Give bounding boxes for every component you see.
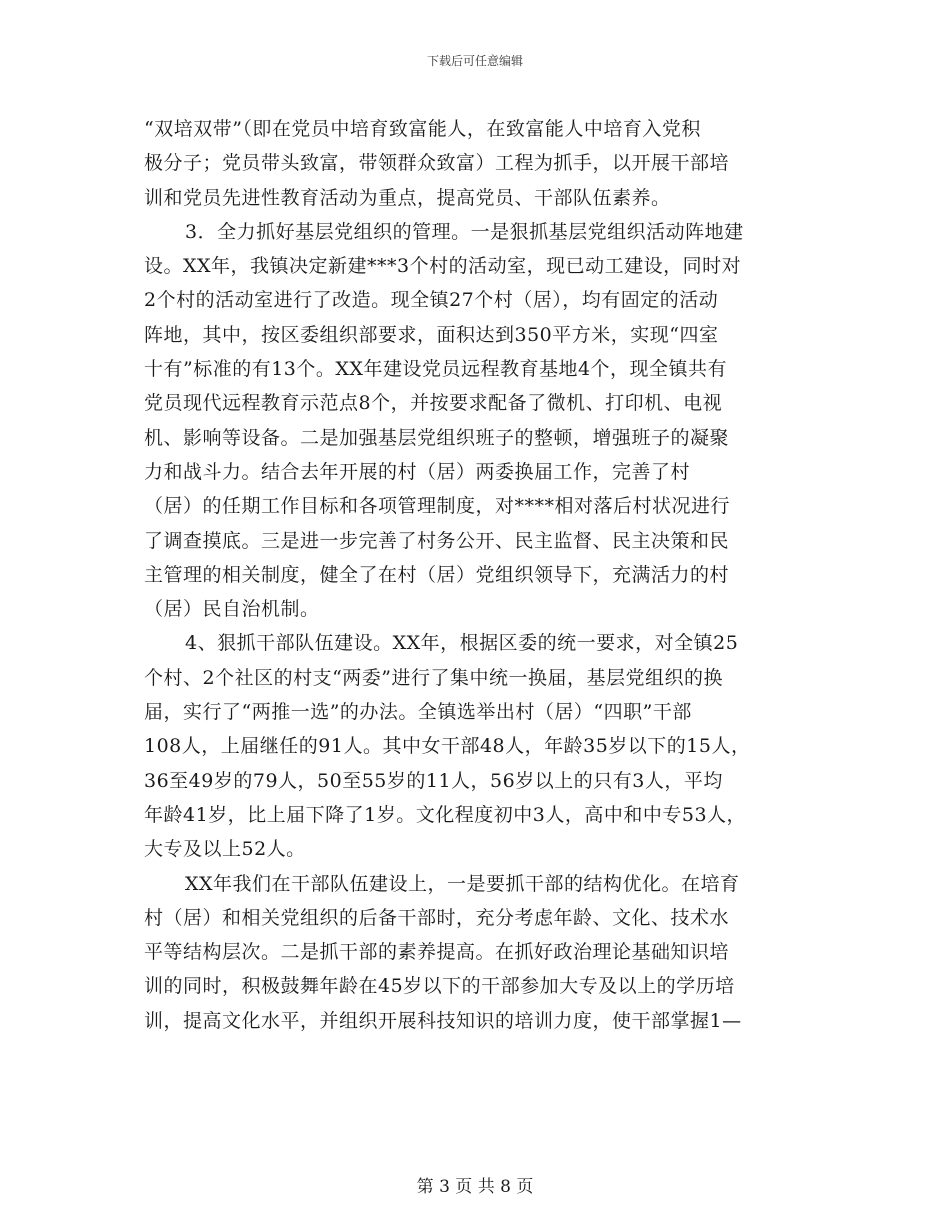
body-line: 36至49岁的79人，50至55岁的11人，56岁以上的只有3人，平均 bbox=[144, 769, 723, 792]
body-line: 十有”标准的有13个。XX年建设党员远程教育基地4个，现全镇共有 bbox=[144, 358, 728, 381]
body-line: 个村、2个社区的村支“两委”进行了集中统一换届，基层党组织的换 bbox=[144, 666, 724, 689]
body-line: 训和党员先进性教育活动为重点，提高党员、干部队伍素养。 bbox=[144, 186, 671, 209]
body-line: 108人，上届继任的91人。其中女干部48人，年龄35岁以下的15人， bbox=[144, 735, 751, 758]
body-line: 训，提高文化水平，并组织开展科技知识的培训力度，使干部掌握1— bbox=[144, 1009, 742, 1032]
body-line: 年龄41岁，比上届下降了1岁。文化程度初中3人，高中和中专53人， bbox=[144, 803, 747, 826]
body-line: 2个村的活动室进行了改造。现全镇27个村（居），均有固定的活动 bbox=[144, 289, 719, 312]
page-number-footer: 第 3 页 共 8 页 bbox=[416, 1177, 534, 1197]
body-line: 了调查摸底。三是进一步完善了村务公开、民主监督、民主决策和民 bbox=[144, 529, 730, 552]
body-line: 力和战斗力。结合去年开展的村（居）两委换届工作，完善了村 bbox=[144, 460, 691, 483]
body-line: 平等结构层次。二是抓干部的素养提高。在抓好政治理论基础知识培 bbox=[144, 941, 730, 964]
body-line: （居）民自治机制。 bbox=[144, 598, 320, 621]
body-line: 大专及以上52人。 bbox=[144, 838, 306, 861]
paragraph-start-line: 4、狠抓干部队伍建设。XX年，根据区委的统一要求，对全镇25 bbox=[185, 632, 739, 655]
body-line: 村（居）和相关党组织的后备干部时，充分考虑年龄、文化、技术水 bbox=[144, 906, 730, 929]
body-line: 党员现代远程教育示范点8个，并按要求配备了微机、打印机、电视 bbox=[144, 392, 723, 415]
body-line: “双培双带”（即在党员中培育致富能人，在致富能人中培育入党积 bbox=[144, 118, 701, 140]
body-line: 训的同时，积极鼓舞年龄在45岁以下的干部参加大专及以上的学历培 bbox=[144, 975, 735, 998]
body-line: 机、影响等设备。二是加强基层党组织班子的整顿，增强班子的凝聚 bbox=[144, 426, 730, 449]
body-line: 阵地，其中，按区委组织部要求，面积达到350平方米，实现“四室 bbox=[144, 323, 719, 346]
paragraph-start-line: XX年我们在干部队伍建设上，一是要抓干部的结构优化。在培育 bbox=[185, 872, 740, 895]
body-line: 主管理的相关制度，健全了在村（居）党组织领导下，充满活力的村 bbox=[144, 563, 730, 586]
body-line: 届，实行了“两推一选”的办法。全镇选举出村（居）“四职”干部 bbox=[144, 701, 692, 724]
paragraph-start-line: 3．全力抓好基层党组织的管理。一是狠抓基层党组织活动阵地建 bbox=[185, 220, 744, 243]
document-body bbox=[144, 112, 824, 1038]
body-line: （居）的任期工作目标和各项管理制度，对****相对落后村状况进行 bbox=[144, 495, 731, 518]
body-line: 设。XX年，我镇决定新建***3个村的活动室，现已动工建设，同时对 bbox=[144, 255, 742, 278]
body-line: 极分子；党员带头致富，带领群众致富）工程为抓手，以开展干部培 bbox=[144, 152, 730, 175]
page-header: 下载后可任意编辑 bbox=[426, 54, 523, 68]
